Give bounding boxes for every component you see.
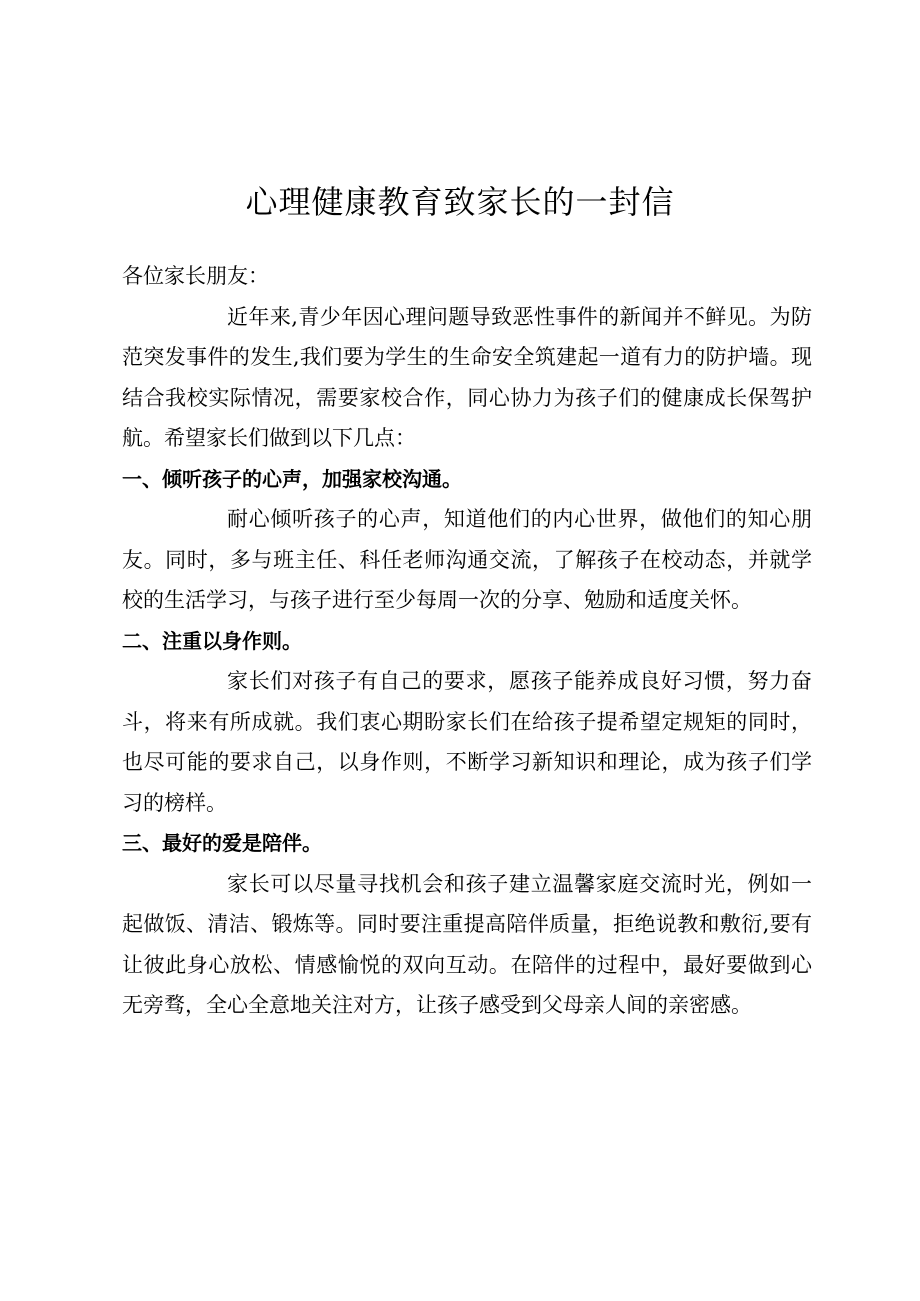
section-paragraph-3: 家长可以尽量寻找机会和孩子建立温馨家庭交流时光，例如一起做饭、清洁、锻炼等。同时要注重提高陪伴质量，拒绝说教和敷衍,要有让彼此身心放松、情感愉悦的双向互动。在陪伴的过程中，最好要做到心无旁骛，全心全意地关注对方，让孩子感受到父母亲人间的亲密感。 — [122, 871, 812, 1017]
greeting: 各位家长朋友： — [122, 264, 269, 288]
section-heading-3: 三、最好的爱是陪伴。 — [122, 831, 322, 855]
letter-body — [122, 256, 812, 1026]
section-heading-1: 一、倾听孩子的心声，加强家校沟通。 — [122, 466, 462, 491]
document-title: 心理健康教育致家长的一封信 — [245, 183, 675, 221]
section-paragraph-2: 家长们对孩子有自己的要求，愿孩子能养成良好习惯，努力奋斗，将来有所成就。我们衷心期盼家长们在给孩子提希望定规矩的同时，也尽可能的要求自己，以身作则，不断学习新知识和理论，成为孩子们学习的榜样。 — [122, 669, 812, 815]
section-paragraph-1: 耐心倾听孩子的心声，知道他们的内心世界，做他们的知心朋友。同时，多与班主任、科任老师沟通交流，了解孩子在校动态，并就学校的生活学习，与孩子进行至少每周一次的分享、勉励和适度关怀。 — [122, 507, 812, 612]
section-heading-2: 二、注重以身作则。 — [122, 628, 302, 653]
intro-paragraph: 近年来,青少年因心理问题导致恶性事件的新闻并不鲜见。为防范突发事件的发生,我们要为学生的生命安全筑建起一道有力的防护墙。现结合我校实际情况，需要家校合作，同心协力为孩子们的健康成长保驾护航。希望家长们做到以下几点： — [122, 304, 812, 450]
